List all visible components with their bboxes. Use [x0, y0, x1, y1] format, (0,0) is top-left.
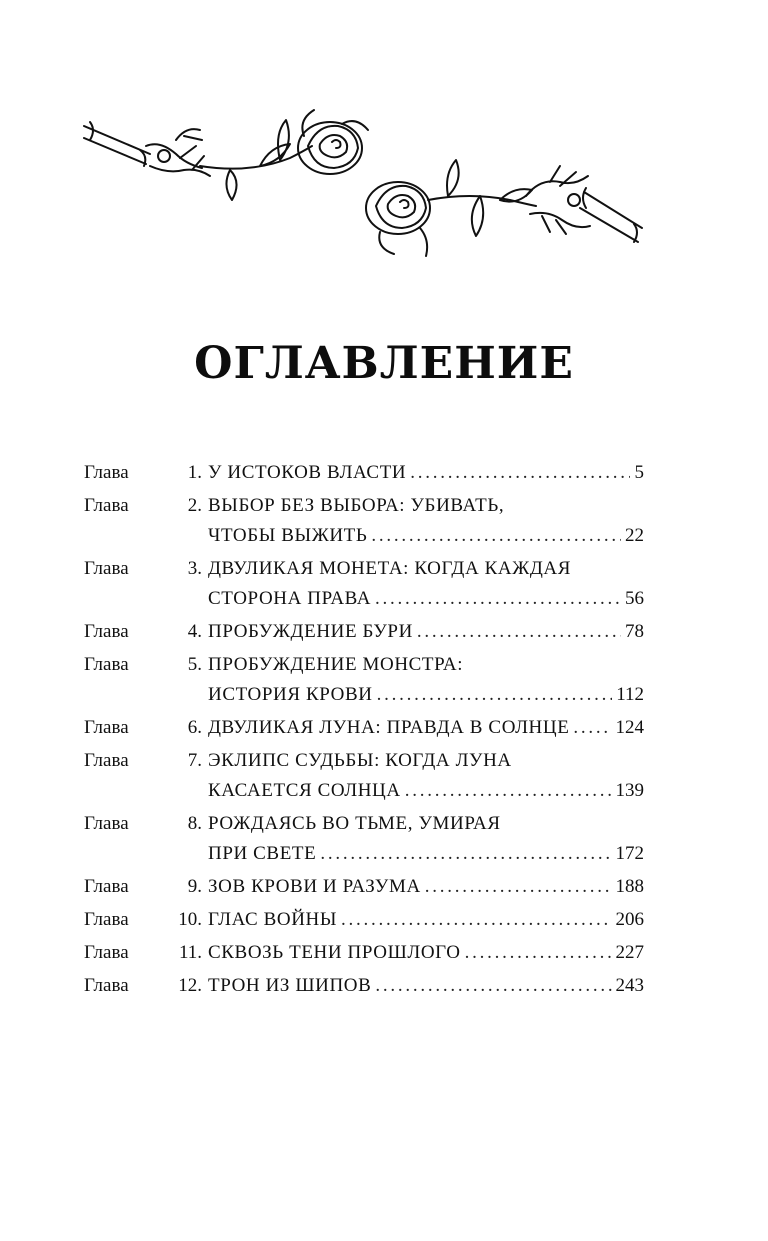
- chapter-word: Глава: [84, 621, 129, 642]
- chapter-heading: КАСАЕТСЯ СОЛНЦА: [208, 780, 401, 801]
- dot-leader: [375, 971, 611, 1001]
- left-rose-stem: [200, 146, 312, 169]
- chapter-heading: ГЛАС ВОЙНЫ: [208, 909, 338, 930]
- dot-leader: [341, 905, 611, 935]
- chapter-number: 6.: [187, 717, 202, 738]
- dot-leader: [573, 713, 611, 743]
- page-number: 172: [615, 843, 644, 864]
- page-number: 22: [625, 525, 644, 546]
- toc-entry[interactable]: [84, 905, 644, 935]
- chapter-number: 5.: [187, 654, 202, 675]
- page-number: 5: [634, 462, 644, 483]
- dot-leader: [371, 521, 621, 551]
- dot-leader: [465, 938, 612, 968]
- left-rose: [298, 110, 368, 174]
- table-of-contents: [84, 458, 644, 1004]
- toc-entry[interactable]: [84, 746, 644, 806]
- page-number: 78: [625, 621, 644, 642]
- chapter-word: Глава: [84, 750, 129, 771]
- page-number: 56: [625, 588, 644, 609]
- chapter-heading: СТОРОНА ПРАВА: [208, 588, 372, 609]
- chapter-word: Глава: [84, 495, 129, 516]
- chapter-heading: ПРОБУЖДЕНИЕ БУРИ: [208, 621, 413, 642]
- page-title: ОГЛАВЛЕНИЕ: [194, 338, 574, 389]
- skeleton-hands-roses-ornament: [80, 96, 646, 276]
- chapter-word: Глава: [84, 975, 129, 996]
- chapter-word: Глава: [84, 654, 129, 675]
- dot-leader: [320, 839, 611, 869]
- chapter-heading: ДВУЛИКАЯ ЛУНА: ПРАВДА В СОЛНЦЕ: [208, 717, 570, 738]
- toc-entry[interactable]: [84, 971, 644, 1001]
- chapter-number: 4.: [187, 621, 202, 642]
- chapter-heading: РОЖДАЯСЬ ВО ТЬМЕ, УМИРАЯ: [208, 813, 501, 834]
- chapter-number: 9.: [187, 876, 202, 897]
- page-number: 206: [615, 909, 644, 930]
- chapter-heading: ИСТОРИЯ КРОВИ: [208, 684, 373, 705]
- dot-leader: [377, 680, 613, 710]
- chapter-word: Глава: [84, 876, 129, 897]
- toc-entry[interactable]: [84, 713, 644, 743]
- page-number: 243: [615, 975, 644, 996]
- chapter-number: 11.: [178, 942, 202, 963]
- toc-entry[interactable]: [84, 617, 644, 647]
- chapter-number: 3.: [187, 558, 202, 579]
- dot-leader: [417, 617, 621, 647]
- right-forearm-bone: [580, 192, 642, 242]
- toc-entry[interactable]: [84, 650, 644, 710]
- chapter-number: 1.: [187, 462, 202, 483]
- toc-entry[interactable]: [84, 491, 644, 551]
- chapter-number: 8.: [187, 813, 202, 834]
- dot-leader: [405, 776, 612, 806]
- right-rose: [366, 182, 430, 256]
- chapter-heading: ПРОБУЖДЕНИЕ МОНСТРА:: [208, 654, 464, 675]
- chapter-heading: ТРОН ИЗ ШИПОВ: [208, 975, 372, 996]
- page-number: 139: [615, 780, 644, 801]
- chapter-heading: ЭКЛИПС СУДЬБЫ: КОГДА ЛУНА: [208, 750, 512, 771]
- chapter-word: Глава: [84, 813, 129, 834]
- dot-leader: [410, 458, 630, 488]
- chapter-heading: ПРИ СВЕТЕ: [208, 843, 317, 864]
- chapter-number: 2.: [187, 495, 202, 516]
- chapter-heading: ДВУЛИКАЯ МОНЕТА: КОГДА КАЖДАЯ: [208, 558, 572, 579]
- left-skeleton-hand: [146, 129, 210, 176]
- page-number: 227: [615, 942, 644, 963]
- chapter-number: 10.: [178, 909, 202, 930]
- page-number: 124: [615, 717, 644, 738]
- chapter-word: Глава: [84, 558, 129, 579]
- toc-entry[interactable]: [84, 809, 644, 869]
- chapter-heading: СКВОЗЬ ТЕНИ ПРОШЛОГО: [208, 942, 461, 963]
- chapter-word: Глава: [84, 717, 129, 738]
- toc-entry[interactable]: [84, 554, 644, 614]
- chapter-number: 7.: [187, 750, 202, 771]
- chapter-word: Глава: [84, 462, 129, 483]
- page-number: 112: [616, 684, 644, 705]
- chapter-heading: ВЫБОР БЕЗ ВЫБОРА: УБИВАТЬ,: [208, 495, 505, 516]
- dot-leader: [375, 584, 621, 614]
- toc-entry[interactable]: [84, 458, 644, 488]
- page-number: 188: [615, 876, 644, 897]
- toc-entry[interactable]: [84, 872, 644, 902]
- chapter-heading: У ИСТОКОВ ВЛАСТИ: [208, 462, 407, 483]
- chapter-word: Глава: [84, 909, 129, 930]
- chapter-number: 12.: [178, 975, 202, 996]
- chapter-word: Глава: [84, 942, 129, 963]
- toc-entry[interactable]: [84, 938, 644, 968]
- dot-leader: [425, 872, 612, 902]
- chapter-heading: ЧТОБЫ ВЫЖИТЬ: [208, 525, 368, 546]
- chapter-heading: ЗОВ КРОВИ И РАЗУМА: [208, 876, 421, 897]
